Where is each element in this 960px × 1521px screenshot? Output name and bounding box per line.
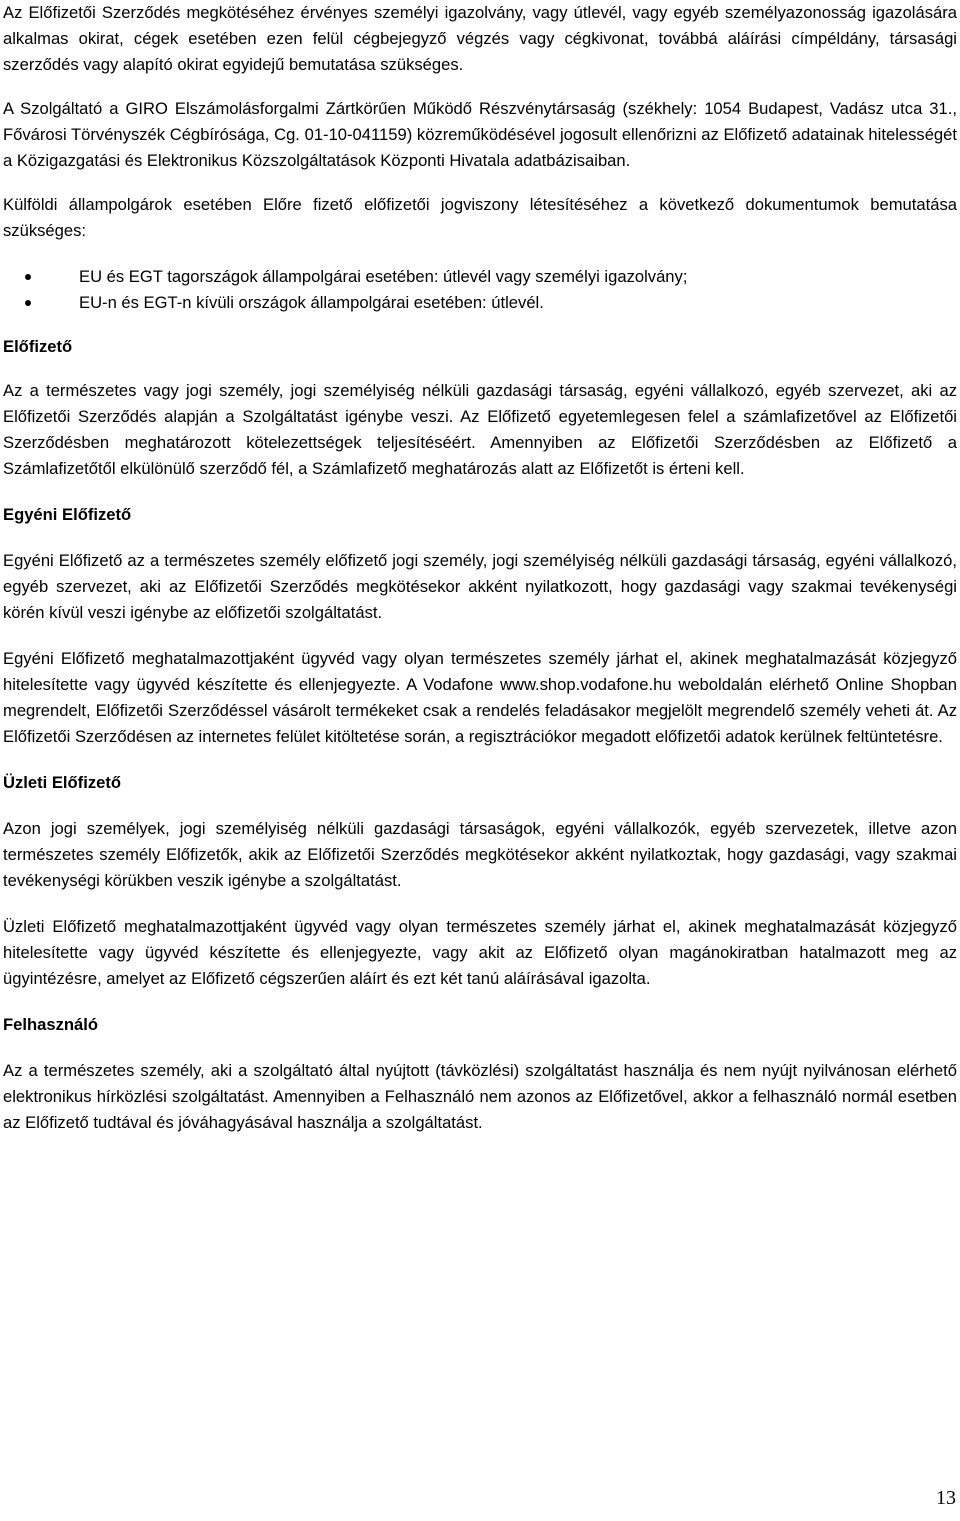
paragraph-felhasznalo-definition: Az a természetes személy, aki a szolgáltató által nyújtott (távközlési) szolgáltatást használja és nem nyújt nyilvánosan elérhető elektronikus hírközlési szolgáltatást. Amennyiben a Felhasználó nem azonos az Előfizetővel, akkor a felhasználó normál esetben az Előfizető tudtával és jóváhagyásával használja a szolgáltatást. xyxy=(3,1061,957,1132)
paragraph-elofizeto-definition: Az a természetes vagy jogi személy, jogi személyiség nélküli gazdasági társaság, egyéni vállalkozó, egyéb szervezet, aki az Előfizetői Szerződés alapján a Szolgáltatást igénybe veszi. Az Előfizető egyetemlegesen felel a számlafizetővel az Előfizetői Szerződésben meghatározott kötelezettségek teljesítéséért. Amennyiben az Előfizetői Szerződésben az Előfizető a Számlafizetőtől elkülönülő szerződő fél, a Számlafizető meghatározás alatt az Előfizetőt is érteni kell. xyxy=(3,381,957,478)
heading-elofizeto: Előfizető xyxy=(3,337,73,356)
paragraph-foreign-citizens: Külföldi állampolgárok esetében Előre fizető előfizetői jogviszony létesítéséhez a következő dokumentumok bemutatása szükséges: xyxy=(3,195,957,240)
paragraph-giro-verification: A Szolgáltató a GIRO Elszámolásforgalmi Zártkörűen Működő Részvénytársaság (székhely: 1054 Budapest, Vadász utca 31., Fővárosi Törvényszék Cégbírósága, Cg. 01-10-041159) közreműködésével jogosult ellenőrizni az Előfizető adatainak hitelességét a Közigazgatási és Elektronikus Közszolgáltatások Központi Hivatala adatbázisaiban. xyxy=(3,99,957,170)
heading-felhasznalo: Felhasználó xyxy=(3,1015,98,1034)
list-item-text: EU és EGT tagországok állampolgárai esetében: útlevél vagy személyi igazolvány; xyxy=(79,267,688,286)
list-item xyxy=(3,264,957,290)
paragraph-uzleti-definition: Azon jogi személyek, jogi személyiség nélküli gazdasági társaságok, egyéni vállalkozók, egyéb szervezetek, illetve azon természetes személy Előfizetők, akik az Előfizetői Szerződés megkötésekor akként nyilatkoztak, hogy gazdasági, vagy szakmai tevékenységi körükben veszik igénybe a szolgáltatást. xyxy=(3,819,957,890)
paragraph-uzleti-representative: Üzleti Előfizető meghatalmazottjaként ügyvéd vagy olyan természetes személy járhat el, akinek meghatalmazását közjegyző hitelesítette vagy ügyvéd készítette és ellenjegyezte, vagy akit az Előfizető olyan magánokiratban hatalmazott meg az ügyintézésre, amelyet az Előfizető cégszerűen aláírt és ezt két tanú aláírásával igazolta. xyxy=(3,917,957,988)
list-item xyxy=(3,290,957,316)
list-item-text: EU-n és EGT-n kívüli országok állampolgárai esetében: útlevél. xyxy=(79,293,544,312)
paragraph-egyeni-definition: Egyéni Előfizető az a természetes személy előfizető jogi személy, jogi személyiség nélküli gazdasági társaság, egyéni vállalkozó, egyéb szervezet, aki az Előfizetői Szerződés megkötésekor akként nyilatkozott, hogy gazdasági vagy szakmai tevékenységi körén kívül veszi igénybe az előfizetői szolgáltatást. xyxy=(3,551,957,622)
heading-egyeni-elofizeto: Egyéni Előfizető xyxy=(3,505,132,524)
paragraph-id-requirements: Az Előfizetői Szerződés megkötéséhez érvényes személyi igazolvány, vagy útlevél, vagy egyéb személyazonosság igazolására alkalmas okirat, cégek esetében ezen felül cégbejegyző végzés vagy cégkivonat, továbbá aláírási címpéldány, társasági szerződés vagy alapító okirat egyidejű bemutatása szükséges. xyxy=(3,3,957,74)
bullet-icon xyxy=(25,300,31,306)
bullet-icon xyxy=(25,274,31,280)
document-page xyxy=(3,0,957,1136)
heading-uzleti-elofizeto: Üzleti Előfizető xyxy=(3,773,122,792)
document-bullet-list xyxy=(3,264,957,316)
paragraph-egyeni-representative: Egyéni Előfizető meghatalmazottjaként ügyvéd vagy olyan természetes személy járhat el, akinek meghatalmazását közjegyző hitelesítette vagy ügyvéd készítette és ellenjegyezte. A Vodafone www.shop.vodafone.hu weboldalán elérhető Online Shopban megrendelt, Előfizetői Szerződéssel vásárolt termékeket csak a rendelés feladásakor megjelölt megrendelő személy veheti át. Az Előfizetői Szerződésen az internetes felület kitöltetése során, a regisztrációkor megadott előfizetői adatok kerülnek feltüntetésre. xyxy=(3,649,957,746)
page-number: 13 xyxy=(936,1487,956,1509)
